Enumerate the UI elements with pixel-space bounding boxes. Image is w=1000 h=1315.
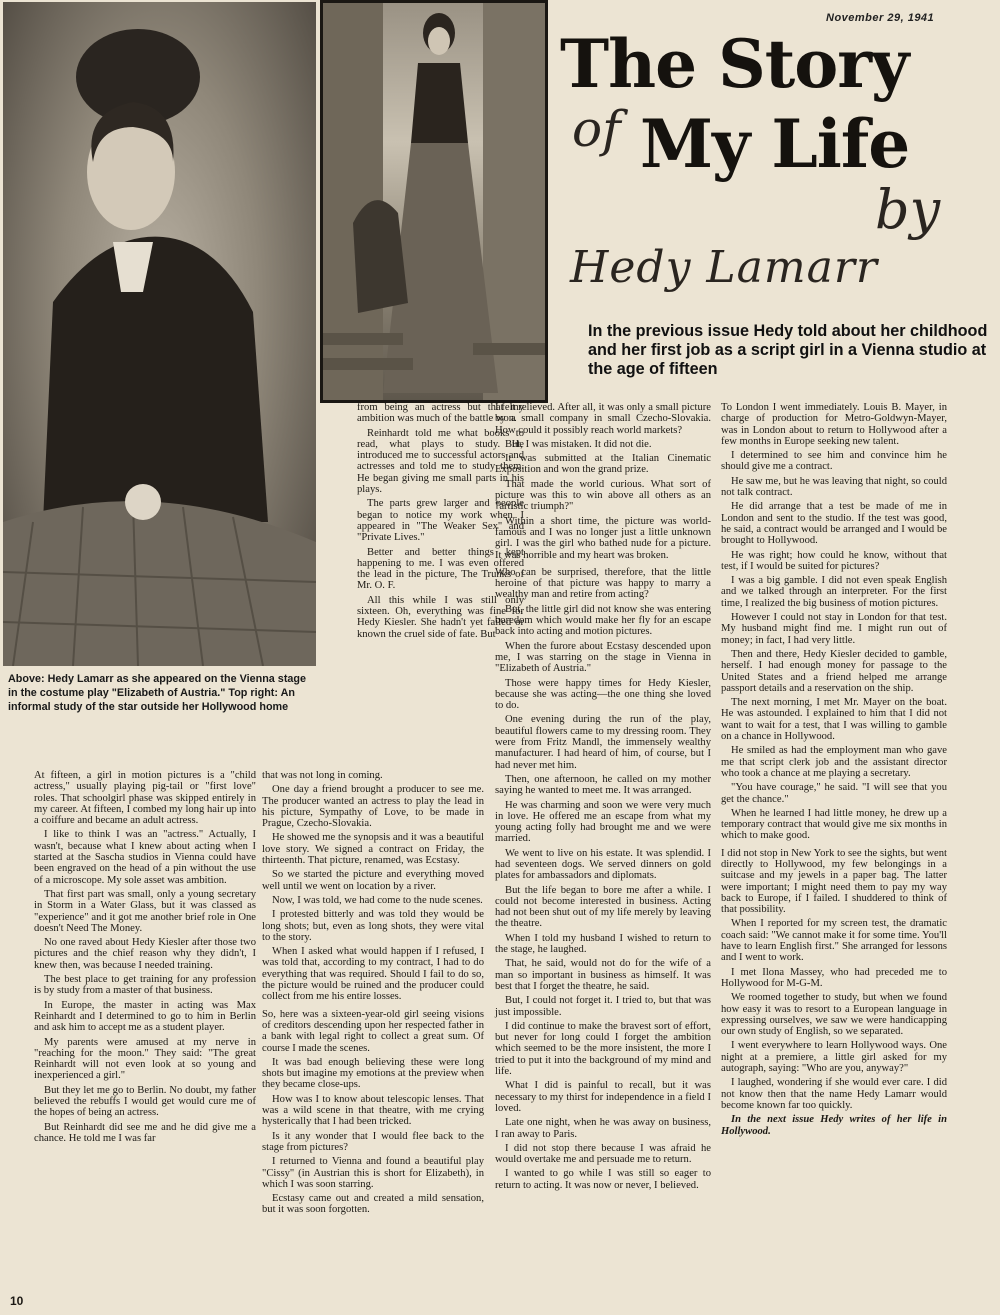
paragraph: I determined to see him and convince him he should give me a contract.: [721, 450, 947, 473]
paragraph: How was I to know about telescopic lenses. That was a wild scene in that theatre, with me crying hysterically that I had been tricked.: [262, 1093, 484, 1128]
paragraph: When the furore about Ecstasy descended upon me, I was starring on the stage in Vienna in "Elizabeth of Austria.": [495, 640, 711, 675]
paragraph: The best place to get training for any profession is by study from a master of that business.: [34, 974, 256, 997]
paragraph: That first part was small, only a young secretary in Storm in a Water Glass, but it was classed as "experience" and it got me another brief role in One doesn't Need The Money.: [34, 888, 256, 934]
paragraph: It was submitted at the Italian Cinematic Exposition and won the grand prize.: [495, 453, 711, 476]
paragraph: One evening during the run of the play, beautiful flowers came to my dressing room. They were from Fritz Mandl, the immensely wealthy manufacturer. I had heard of him, of course, but I had never met him.: [495, 714, 711, 771]
paragraph: Reinhardt told me what books to read, what plays to study. He introduced me to successful actors and actresses and told me to study them. He began giving me small parts in his plays.: [357, 427, 524, 496]
paragraph: Now, I was told, we had come to the nude scenes.: [272, 894, 483, 906]
portrait-figure: [3, 2, 316, 666]
intro-text: In the previous issue Hedy told about her childhood and her first job as a script girl in a Vienna studio at the age of fifteen: [588, 322, 988, 378]
paragraph: Then, one afternoon, he called on my mother saying he wanted to meet me. It was arranged.: [495, 773, 711, 797]
paragraph: from being an actress but that my ambition was much of the battle won.: [357, 402, 524, 425]
paragraph: that was not long in coming.: [262, 770, 383, 781]
paragraph: I did continue to make the bravest sort of effort, but never for long could I forget the ambition which seemed to be the more insistent, the more I tried to put it into the background of my mind and life.: [495, 1020, 711, 1078]
paragraph: He smiled as had the employment man who gave me that script clerk job and the assistant director who took a chance at me playing a secretary.: [721, 745, 947, 779]
paragraph: All this while I was still only sixteen. Oh, everything was fine for Hedy Kiesler. She hadn't yet failed or known the cruel side of fate. But: [357, 594, 524, 640]
paragraph: But, I could not forget it. I tried to, but that was just impossible.: [495, 995, 711, 1018]
paragraph: We went to live on his estate. It was splendid. I had seventeen dogs. We served dinners on gold plates for ambassadors and diplomats.: [495, 847, 711, 882]
paragraph: It was bad enough believing these were long shots but imagine my emotions at the preview when they became close-ups.: [262, 1056, 484, 1091]
issue-date: November 29, 1941: [826, 12, 935, 24]
paragraph: I did not stop in New York to see the sights, but went directly to Hollywood, my few belongings in a suitcase and my jewels in a paper bag. The latter were important; I might need them to pay my way back to Europe, if I failed. I shuddered to think of that possibility.: [721, 847, 947, 916]
paragraph: The next morning, I met Mr. Mayer on the boat. He was astounded. I explained to him that I did not want to wait for a test, that I was willing to gamble on a chance in Hollywood.: [721, 697, 947, 743]
paragraph: Who can be surprised, therefore, that the little heroine of that picture was happy to marry a wealthy man and retire from acting?: [495, 566, 711, 601]
paragraph: I wanted to go while I was still so eager to return to acting. It was now or never, I believed.: [495, 1168, 711, 1191]
paragraph: He saw me, but he was leaving that night, so could not talk contract.: [721, 475, 947, 499]
paragraph: He was right; how could he know, without that test, if I would be suited for pictures?: [721, 549, 947, 572]
column-4: [721, 402, 947, 1140]
paragraph: Ecstasy came out and created a mild sensation, but it was soon forgotten.: [262, 1193, 484, 1216]
portrait-photo: [3, 2, 316, 666]
paragraph: However I could not stay in London for that test. My husband might find me. I might run out of money; in fact, I had very little.: [721, 612, 947, 646]
paragraph: I was a big gamble. I did not even speak English and we talked through an interpreter. For the first time, I realized the big business of motion pictures.: [721, 575, 947, 609]
standing-figure: [323, 3, 545, 400]
paragraph: But, I was mistaken. It did not die.: [505, 438, 652, 450]
paragraph: He was charming and soon we were very much in love. He offered me an escape from what my young acting folly had brought me and we were married.: [495, 799, 711, 845]
next-issue-note: In the next issue Hedy writes of her life in Hollywood.: [721, 1114, 947, 1137]
hollywood-home-photo: [320, 0, 548, 403]
paragraph: I protested bitterly and was told they would be long shots; but, even as long shots, they were vital to the story.: [262, 909, 484, 943]
paragraph: What I did is painful to recall, but it was necessary to my thirst for independence in a field I loved.: [495, 1080, 711, 1114]
column-2-lower: [262, 770, 484, 1219]
paragraph: I felt relieved. After all, it was only a small picture by a small company in small Czecho-Slovakia. How could it possibly reach world markets?: [495, 402, 711, 436]
paragraph: When he learned I had little money, he drew up a temporary contract that would give me six months in which to make good.: [721, 807, 947, 842]
column-3: [495, 402, 711, 1194]
paragraph: No one raved about Hedy Kiesler after those two pictures and the chief reason why they didn't, I knew then, was because I needed training.: [34, 937, 256, 971]
paragraph: Is it any wonder that I would flee back to the stage from pictures?: [262, 1130, 484, 1153]
paragraph: That made the world curious. What sort of picture was this to win above all others as an "artistic triumph?": [495, 478, 711, 513]
paragraph: When I asked what would happen if I refused, I was told that, according to my contract, I had to do everything that was required. Should I fail to do so, the picture would be ruined and the producer could collect from me his entire losses.: [262, 946, 484, 1003]
page-number: 10: [10, 1294, 24, 1308]
paragraph: I laughed, wondering if she would ever care. I did not know then that the name Hedy Lamarr would become known far too quickly.: [721, 1077, 947, 1111]
photo-caption: Above: Hedy Lamarr as she appeared on the Vienna stage in the costume play "Elizabeth of Austria." Top right: An informal study of the star outside her Hollywood home: [8, 673, 307, 713]
paragraph: Late one night, when he was away on business, I ran away to Paris.: [495, 1117, 711, 1140]
paragraph: "You have courage," he said. "I will see that you get the chance.": [721, 782, 947, 805]
paragraph: I did not stop there because I was afraid he would overtake me and persuade me to return.: [495, 1142, 711, 1166]
paragraph: When I reported for my screen test, the dramatic coach said: "We cannot make it for some time. You'll have to learn English first." She arranged for lessons and I went to work.: [721, 918, 947, 964]
column-1: [34, 770, 256, 1147]
paragraph: He showed me the synopsis and it was a beautiful love story. We signed a contract on Friday, the thirteenth. That picture, renamed, was Ecstasy.: [262, 832, 484, 867]
paragraph: I returned to Vienna and found a beautiful play "Cissy" (in Austrian this is short for Elizabeth), in which I was soon starring.: [262, 1156, 484, 1190]
paragraph: Within a short time, the picture was world-famous and I was no longer just a little unknown girl. I was the girl who bathed nude for a picture. It was horrible and my heart was broken.: [495, 515, 711, 561]
paragraph: Those were happy times for Hedy Kiesler, because she was acting—the one thing she loved to do.: [495, 677, 711, 712]
paragraph: Better and better things kept happening to me. I was even offered the lead in the picture, The Trunks of Mr. O. F.: [357, 546, 524, 592]
paragraph: So we started the picture and everything moved well until we went on location by a river.: [262, 869, 484, 892]
paragraph: I went everywhere to learn Hollywood ways. One night at a premiere, a little girl asked for my autograph, saying: "Who are you, anyway?": [721, 1040, 947, 1075]
paragraph: He did arrange that a test be made of me in London and sent to the studio. If the test was good, he said, a contract would be arranged and I would be brought to Hollywood.: [721, 501, 947, 547]
paragraph: To London I went immediately. Louis B. Mayer, in charge of production for Metro-Goldwyn-Mayer, was in London about to return to Hollywood after a few months in Europe seeking new talent.: [721, 402, 947, 447]
paragraph: But, the little girl did not know she was entering boredom which would make her fly for an escape back into acting and motion pictures.: [495, 603, 711, 638]
paragraph: That, he said, would not do for the wife of a man so important in business as himself. It was best that I forget the theatre, he said.: [495, 958, 711, 992]
paragraph: But the life began to bore me after a while. I could not become interested in business. Acting had not been shut out of my life merely by leaving the theatre.: [495, 884, 711, 930]
paragraph: So, here was a sixteen-year-old girl seeing visions of creditors descending upon her respected father in a bank with legal right to collect a great sum. Of course I made the scenes.: [262, 1008, 484, 1054]
title-line-1: The Story: [560, 25, 909, 103]
title-by: by: [875, 178, 941, 241]
paragraph: In Europe, the master in acting was Max Reinhardt and I determined to go to him in Berlin and ask him to accept me as a student player.: [34, 999, 256, 1034]
paragraph: My parents were amused at my nerve in "reaching for the moon." They said: "The great Reinhardt will not even look at so young and inexperienced a girl.": [34, 1036, 256, 1082]
paragraph: When I told my husband I wished to return to the stage, he laughed.: [495, 932, 711, 956]
paragraph: We roomed together to study, but when we found how easy it was to resort to a European language in expressing ourselves, we saw we were handicapping our own study of English, so we separated.: [721, 992, 947, 1038]
paragraph: One day a friend brought a producer to see me. The producer wanted an actress to play the lead in his picture, Sympathy of Love, to be made in Prague, Czecho-Slovakia.: [262, 784, 484, 830]
paragraph: But they let me go to Berlin. No doubt, my father believed the rebuffs I would get would cure me of the hopes of being an actress.: [34, 1084, 256, 1119]
paragraph: I met Ilona Massey, who had preceded me to Hollywood for M-G-M.: [721, 966, 947, 989]
paragraph: Then and there, Hedy Kiesler decided to gamble, herself. I had enough money for passage to the United States and a friend helped me arrange passport details and a reservation on the ship.: [721, 648, 947, 694]
author-signature: Hedy Lamarr: [570, 242, 878, 293]
paragraph: But Reinhardt did see me and he did give me a chance. He told me I was far: [34, 1121, 256, 1144]
paragraph: The parts grew larger and people began to notice my work when I appeared in "The Weaker Sex" and "Private Lives.": [357, 498, 524, 544]
title-line-2: My Life: [640, 105, 910, 183]
paragraph: At fifteen, a girl in motion pictures is a "child actress," usually playing pig-tail or "first love" roles. That schoolgirl phase was skipped entirely in my career. At fifteen, I combed my long hair up into a coiffure and became an adult actress.: [34, 770, 256, 827]
title-of: of: [572, 100, 621, 158]
paragraph: I like to think I was an "actress." Actually, I wasn't, because what I knew about acting when I started at the Sascha studios in Vienna could have been engraved on the head of a pin without the use of a microscope. My sole asset was ambition.: [34, 829, 256, 886]
